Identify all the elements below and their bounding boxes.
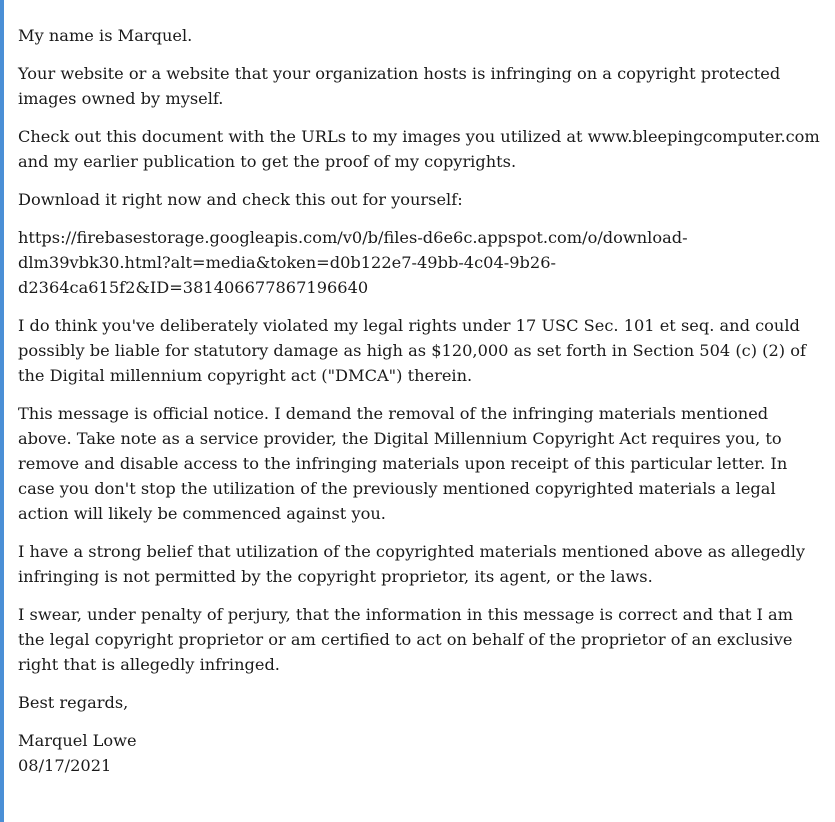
check-document-paragraph: Check out this document with the URLs to my images you utilized at www.bleepingcomputer.com and my earlier publication to get the proof of my copyrights. [18, 127, 820, 171]
closing-line: Best regards, [18, 693, 129, 712]
perjury-paragraph: I swear, under penalty of perjury, that the information in this message is correct and that I am the legal copyright proprietor or am certified to act on behalf of the proprietor of an exclusive right that is allegedly infringed. [18, 605, 794, 674]
signature-block [18, 728, 821, 778]
download-paragraph: Download it right now and check this out for yourself: [18, 190, 463, 209]
infringement-paragraph: Your website or a website that your organization hosts is infringing on a copyright protected images owned by myself. [18, 64, 781, 108]
rights-paragraph: I do think you've deliberately violated my legal rights under 17 USC Sec. 101 et seq. and could possibly be liable for statutory damage as high as $120,000 as set forth in Section 504 (c) (2) of the Digital millennium copyright act ("DMCA") therein. [18, 316, 806, 385]
greeting-paragraph: My name is Marquel. [18, 26, 193, 45]
signature-name: Marquel Lowe [18, 731, 137, 750]
belief-paragraph: I have a strong belief that utilization of the copyrighted materials mentioned above as allegedly infringing is not permitted by the copyright proprietor, its agent, or the laws. [18, 542, 806, 586]
download-link: https://firebasestorage.googleapis.com/v0/b/files-d6e6c.appspot.com/o/download-dlm39vbk30.html?alt=media&token=d0b122e7-49bb-4c04-9b26-d2364ca615f2&ID=381406677867196640 [18, 228, 688, 297]
signature-date: 08/17/2021 [18, 756, 112, 775]
official-notice-paragraph: This message is official notice. I demand the removal of the infringing materials mentioned above. Take note as a service provider, the Digital Millennium Copyright Act requires you, to remove and disable access to the infringing materials upon receipt of this particular letter. In case you don't stop the utilization of the previously mentioned copyrighted materials a legal action will likely be commenced against you. [18, 404, 788, 523]
